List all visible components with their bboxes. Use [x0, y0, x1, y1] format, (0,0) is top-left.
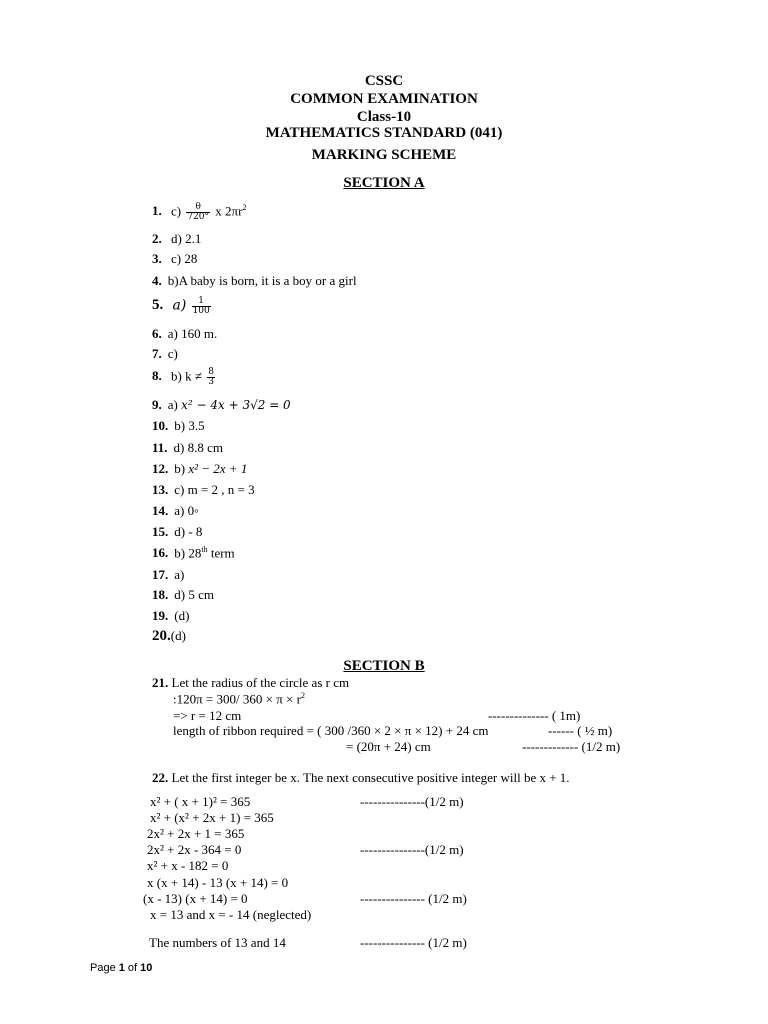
page-number: Page 1 of 10 — [90, 962, 153, 974]
q22-mark-4: --------------- (1/2 m) — [360, 935, 467, 950]
q22-step-7: (x - 13) (x + 14) = 0 — [143, 891, 248, 906]
answer-3: 3. c) 28 — [152, 251, 198, 266]
answer-7: 7. c) — [152, 346, 178, 361]
q22-mark-2: ---------------(1/2 m) — [360, 842, 464, 857]
answer-11: 11. d) 8.8 cm — [152, 440, 224, 455]
answer-19: 19. (d) — [152, 608, 190, 623]
q21-line-4: length of ribbon required = ( 300 /360 × 2 × π × 12) + 24 cm — [173, 723, 489, 738]
header-exam: COMMON EXAMINATION — [290, 91, 478, 107]
q21-mark-3: ------------- (1/2 m) — [522, 739, 621, 754]
q22-step-2: x² + (x² + 2x + 1) = 365 — [150, 810, 274, 825]
answer-4: 4. b)A baby is born, it is a boy or a girl — [152, 273, 357, 288]
q21-line-3: => r = 12 cm — [173, 708, 242, 723]
answer-16: 16. b) 28th term — [152, 545, 235, 561]
answer-12: 12. b) x² − 2x + 1 — [152, 461, 248, 476]
answer-17: 17. a) — [152, 567, 185, 582]
answer-6: 6. a) 160 m. — [152, 326, 218, 341]
header-title: MARKING SCHEME — [311, 147, 457, 163]
q21-line-1: 21. Let the radius of the circle as r cm — [152, 675, 350, 690]
q22-intro: 22. Let the first integer be x. The next consecutive positive integer will be x + 1. — [152, 770, 570, 785]
answer-1: 1. c) $\frac{\theta}{720^\circ}$ x $2\pi r^2$ — [152, 202, 247, 222]
q21-line-2: :120π = 300/ $360 \times \pi \times r^2$ — [173, 691, 305, 707]
q22-mark-1: ---------------(1/2 m) — [360, 794, 464, 809]
section-a-title: SECTION A — [343, 175, 425, 191]
answer-10: 10. b) 3.5 — [152, 418, 205, 433]
q22-step-8: x = 13 and x = - 14 (neglected) — [150, 907, 312, 922]
answer-13: 13. c) m = 2 , n = 3 — [152, 482, 255, 497]
q22-conclusion: The numbers of 13 and 14 — [149, 935, 286, 950]
answer-2: 2. d) 2.1 — [152, 231, 202, 246]
answer-20: 20.(d) — [152, 628, 186, 644]
answer-8: 8. b) k ≠ $\frac{8}{3}$ — [152, 367, 214, 387]
header-org: CSSC — [364, 73, 404, 89]
q21-line-5: = (20π + 24) cm — [346, 739, 431, 754]
answer-14: 14. a) 0◦ — [152, 503, 199, 518]
q22-step-1: x² + ( x + 1)² = 365 — [150, 794, 251, 809]
q22-step-5: x² + x - 182 = 0 — [147, 858, 229, 873]
answer-5: 5. a) $\frac{1}{100}$ — [152, 296, 210, 316]
header-subject: MATHEMATICS STANDARD (041) — [265, 125, 503, 141]
section-b-title: SECTION B — [343, 658, 425, 674]
q22-mark-3: --------------- (1/2 m) — [360, 891, 467, 906]
answer-9: 9. a) x² − 4x + 3√2 = 0 — [152, 397, 291, 412]
q21-mark-1: -------------- ( 1m) — [488, 708, 581, 723]
q22-step-3: 2x² + 2x + 1 = 365 — [147, 826, 245, 841]
q22-step-6: x (x + 14) - 13 (x + 14) = 0 — [147, 875, 289, 890]
answer-18: 18. d) 5 cm — [152, 587, 214, 602]
q22-step-4: 2x² + 2x - 364 = 0 — [147, 842, 242, 857]
q21-mark-2: ------ ( ½ m) — [548, 723, 613, 738]
answer-15: 15. d) - 8 — [152, 524, 203, 539]
header-class: Class-10 — [356, 109, 412, 125]
